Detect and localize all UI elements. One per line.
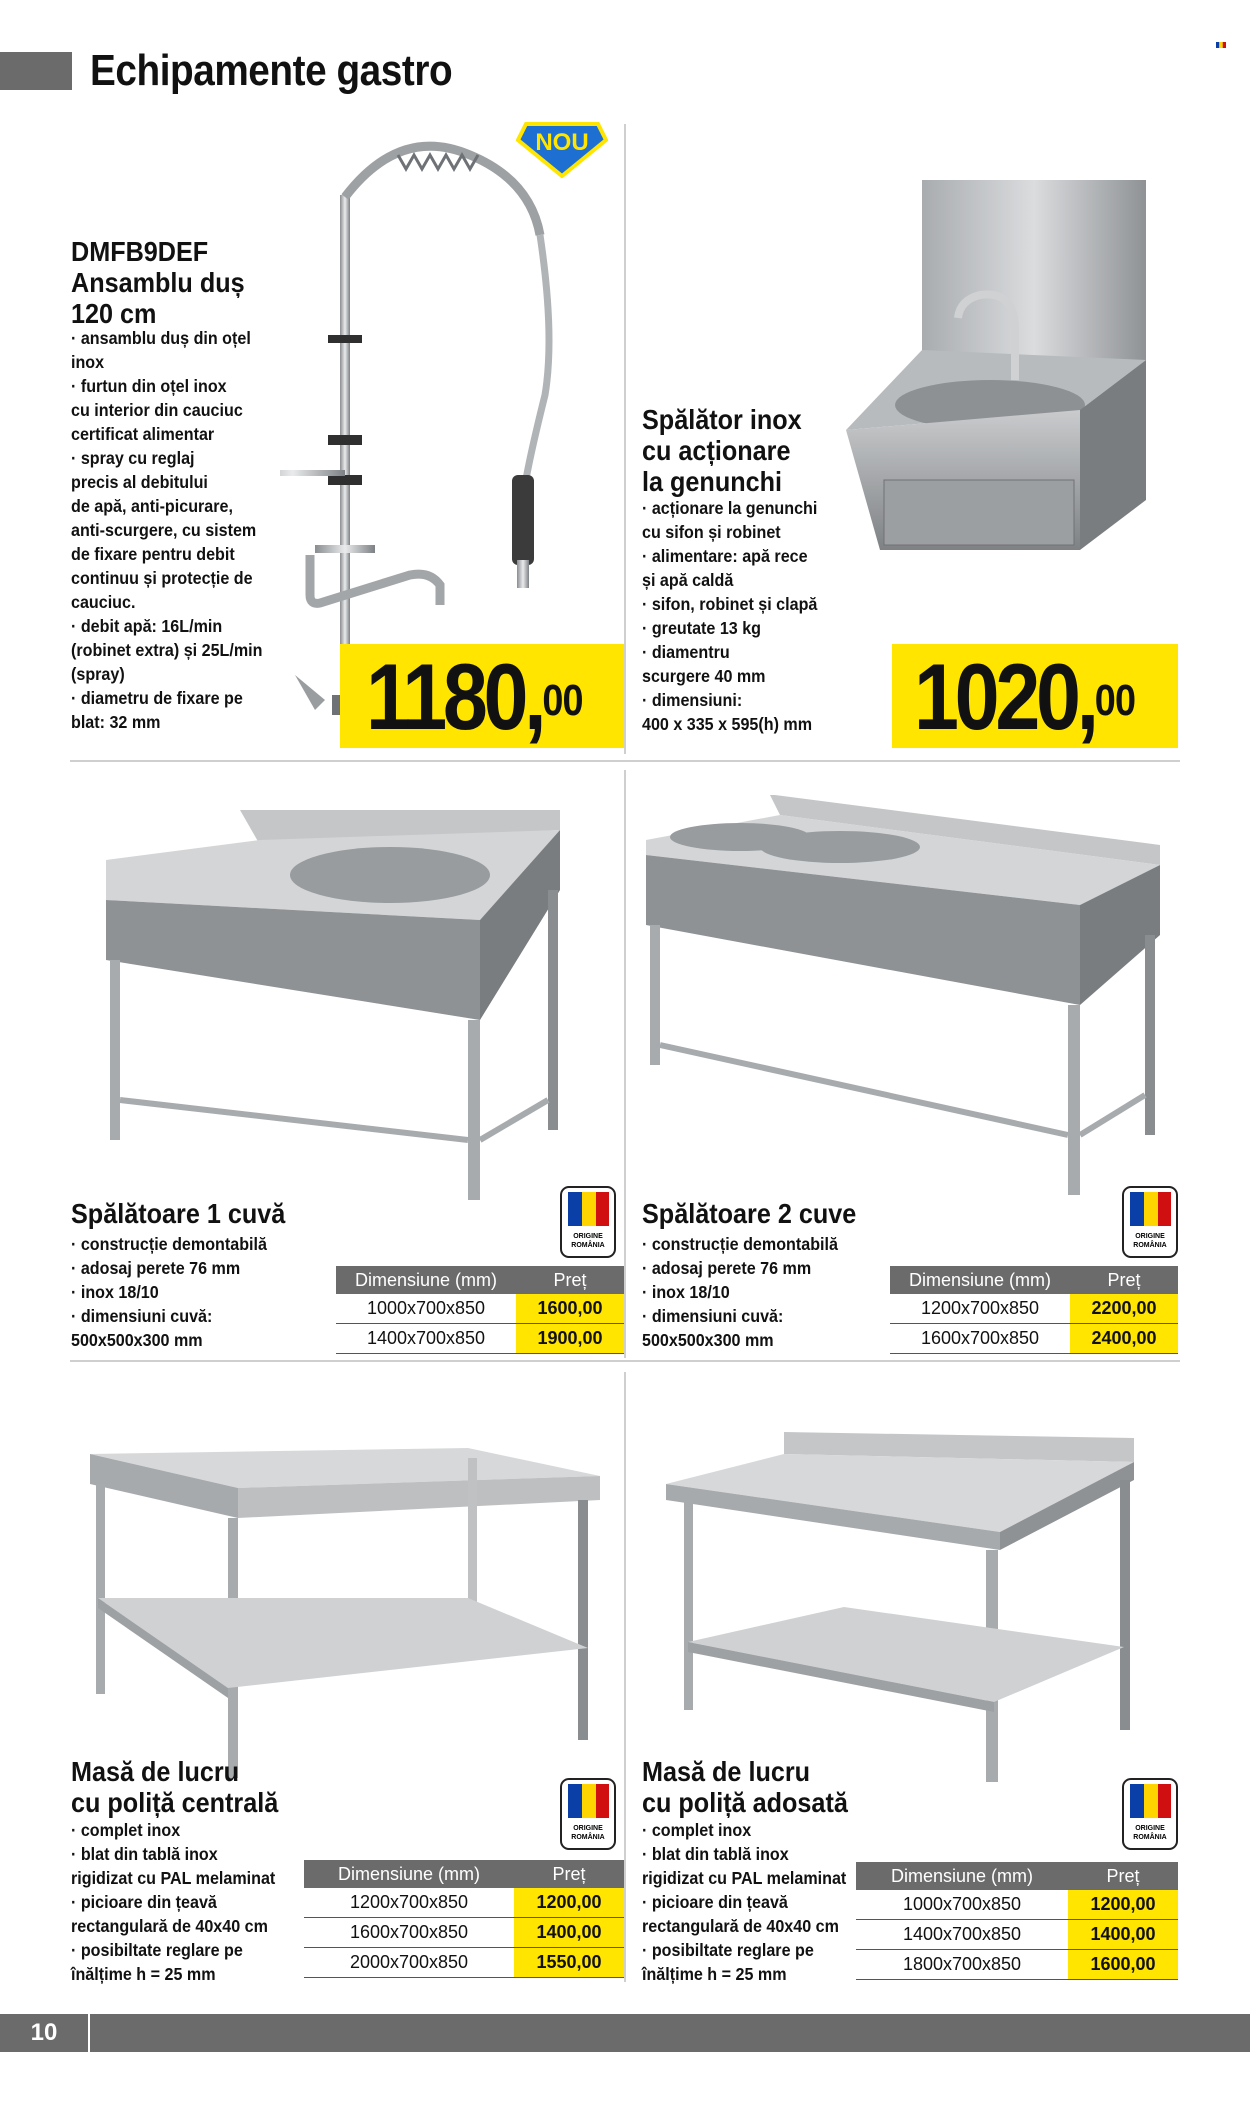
sink1-price-table [336, 1266, 624, 1354]
badge-line1: ORIGINE [573, 1825, 603, 1832]
price-cell: 1400,00 [1068, 1920, 1178, 1950]
feature-item: · diametru de fixare pe [71, 686, 262, 710]
price-cell: 1600,00 [1068, 1950, 1178, 1980]
feature-item: · adosaj perete 76 mm [642, 1256, 838, 1280]
product-table-central-title [71, 1756, 301, 1818]
dimension-cell: 1600x700x850 [890, 1324, 1070, 1354]
feature-item: · complet inox [642, 1818, 846, 1842]
origin-romania-badge [560, 1186, 616, 1258]
feature-item: (robinet extra) și 25L/min [71, 640, 263, 660]
feature-item: continuu și protecție de [71, 568, 253, 588]
title-line: Ansamblu duș [71, 267, 245, 298]
feature-item: înălțime h = 25 mm [642, 1964, 787, 1984]
price-cell: 1200,00 [1068, 1890, 1178, 1920]
table-row [336, 1324, 624, 1354]
sink2-price-table [890, 1266, 1178, 1354]
feature-item: scurgere 40 mm [642, 666, 766, 686]
badge-line1: ORIGINE [573, 1233, 603, 1240]
new-badge-label: NOU [535, 129, 589, 156]
feature-item: · construcție demontabilă [642, 1232, 838, 1256]
feature-item: · diamentru [642, 640, 817, 664]
dimension-cell: 1000x700x850 [856, 1890, 1068, 1920]
feature-item: · furtun din oțel inox [71, 374, 262, 398]
feature-item: · posibiltate reglare pe [642, 1938, 846, 1962]
divider-horizontal-1 [70, 760, 1180, 762]
work-table-wall-image [664, 1432, 1144, 1782]
sink-1-basin-image [100, 800, 570, 1200]
price-decimal: 00 [542, 676, 583, 725]
feature-item: · complet inox [71, 1818, 275, 1842]
badge-line2: ROMÂNIA [1133, 1242, 1167, 1249]
feature-item: (spray) [71, 664, 125, 684]
product-sink2-features [642, 1232, 838, 1352]
feature-item: rigidizat cu PAL melaminat [71, 1868, 276, 1888]
feature-item: rectangulară de 40x40 cm [71, 1916, 268, 1936]
feature-item: · dimensiuni cuvă: [71, 1304, 267, 1328]
header-bar [0, 52, 72, 90]
title-line: cu poliță centrală [71, 1787, 279, 1818]
badge-line2: ROMÂNIA [571, 1242, 605, 1249]
price-decimal: 00 [1094, 676, 1136, 725]
product-knee-sink-features [642, 496, 817, 736]
sink-2-basins-image [640, 795, 1160, 1195]
new-badge [516, 116, 608, 178]
feature-item: 400 x 335 x 595(h) mm [642, 714, 813, 734]
table-row [304, 1888, 624, 1918]
price-cell: 2400,00 [1070, 1324, 1178, 1354]
table-row [856, 1950, 1178, 1980]
feature-item: 500x500x300 mm [71, 1330, 203, 1350]
divider-vertical-middle [624, 770, 626, 1358]
table-row [304, 1918, 624, 1948]
column-header: Preț [514, 1860, 624, 1888]
price-box-knee-sink [892, 644, 1178, 748]
feature-item: · blat din tablă inox [71, 1842, 275, 1866]
badge-line2: ROMÂNIA [1133, 1834, 1167, 1841]
table-central-price-table [304, 1860, 624, 1978]
feature-item: și apă caldă [642, 570, 734, 590]
product-table-wall-title [642, 1756, 871, 1818]
feature-item: anti-scurgere, cu sistem [71, 520, 257, 540]
price-cell: 1200,00 [514, 1888, 624, 1918]
badge-line1: ORIGINE [1135, 1825, 1165, 1832]
dimension-cell: 1600x700x850 [304, 1918, 514, 1948]
feature-item: rigidizat cu PAL melaminat [642, 1868, 847, 1888]
product-sink1-features [71, 1232, 267, 1352]
dimension-cell: 1200x700x850 [304, 1888, 514, 1918]
dimension-cell: 1400x700x850 [336, 1324, 516, 1354]
feature-item: · acționare la genunchi [642, 496, 817, 520]
feature-item: certificat alimentar [71, 424, 215, 444]
badge-line2: ROMÂNIA [571, 1834, 605, 1841]
dimension-cell: 1800x700x850 [856, 1950, 1068, 1980]
badge-line1: ORIGINE [1135, 1233, 1165, 1240]
feature-item: inox [71, 352, 105, 372]
price-cell: 1600,00 [516, 1294, 624, 1324]
feature-item: · greutate 13 kg [642, 616, 817, 640]
feature-item: · adosaj perete 76 mm [71, 1256, 267, 1280]
price-cell: 1400,00 [514, 1918, 624, 1948]
dimension-cell: 1200x700x850 [890, 1294, 1070, 1324]
title-line: cu poliță adosată [642, 1787, 848, 1818]
column-header: Preț [516, 1266, 624, 1294]
column-header: Dimensiune (mm) [336, 1266, 516, 1294]
feature-item: rectangulară de 40x40 cm [642, 1916, 839, 1936]
feature-item: cu sifon și robinet [642, 522, 781, 542]
feature-item: precis al debitului [71, 472, 208, 492]
feature-item: · inox 18/10 [71, 1280, 267, 1304]
price-integer: 1180, [366, 644, 543, 749]
product-sink1-title [71, 1198, 309, 1229]
feature-item: · dimensiuni: [642, 688, 817, 712]
feature-item: · spray cu reglaj [71, 446, 262, 470]
feature-item: blat: 32 mm [71, 712, 161, 732]
title-line: Spălătoare 2 cuve [642, 1198, 857, 1229]
column-header: Dimensiune (mm) [304, 1860, 514, 1888]
feature-item: 500x500x300 mm [642, 1330, 774, 1350]
feature-item: · alimentare: apă rece [642, 544, 817, 568]
price-integer: 1020, [914, 644, 1095, 749]
product-table-wall-features [642, 1818, 846, 1986]
divider-vertical-top [624, 124, 626, 754]
price-shower [366, 644, 583, 749]
feature-item: · inox 18/10 [642, 1280, 838, 1304]
table-row [304, 1948, 624, 1978]
feature-item: cu interior din cauciuc [71, 400, 243, 420]
title-line: 120 cm [71, 298, 157, 329]
product-knee-sink-title [642, 404, 819, 497]
knee-sink-image [840, 180, 1160, 550]
price-box-shower [340, 644, 624, 748]
title-line: Spălătoare 1 cuvă [71, 1198, 286, 1229]
price-cell: 1900,00 [516, 1324, 624, 1354]
dimension-cell: 2000x700x850 [304, 1948, 514, 1978]
origin-romania-badge [1122, 1186, 1178, 1258]
price-knee-sink [914, 644, 1136, 749]
origin-romania-badge [560, 1778, 616, 1850]
title-line: Masă de lucru [71, 1756, 240, 1787]
dimension-cell: 1400x700x850 [856, 1920, 1068, 1950]
work-table-central-image [88, 1448, 608, 1778]
feature-item: · ansamblu duș din oțel [71, 326, 262, 350]
title-line: Spălător inox [642, 404, 802, 435]
column-header: Dimensiune (mm) [890, 1266, 1070, 1294]
feature-item: · debit apă: 16L/min [71, 614, 262, 638]
feature-item: · blat din tablă inox [642, 1842, 846, 1866]
column-header: Dimensiune (mm) [856, 1862, 1068, 1890]
product-sink2-title [642, 1198, 880, 1229]
table-wall-price-table [856, 1862, 1178, 1980]
column-header: Preț [1070, 1266, 1178, 1294]
title-line: la genunchi [642, 466, 783, 497]
feature-item: · posibiltate reglare pe [71, 1938, 275, 1962]
product-shower-features [71, 326, 262, 734]
product-table-central-features [71, 1818, 275, 1986]
feature-item: · picioare din țeavă [642, 1890, 846, 1914]
title-line: Masă de lucru [642, 1756, 811, 1787]
title-line: cu acționare [642, 435, 791, 466]
feature-item: de apă, anti-picurare, [71, 496, 233, 516]
page-number: 10 [0, 2014, 88, 2052]
feature-item: · picioare din țeavă [71, 1890, 275, 1914]
feature-item: · construcție demontabilă [71, 1232, 267, 1256]
title-line: DMFB9DEF [71, 236, 209, 267]
table-row [856, 1920, 1178, 1950]
feature-item: · sifon, robinet și clapă [642, 592, 817, 616]
divider-vertical-bottom [624, 1372, 626, 1982]
feature-item: de fixare pentru debit [71, 544, 235, 564]
table-row [890, 1294, 1178, 1324]
product-shower-title [71, 236, 264, 329]
mini-flag-icon [1216, 42, 1226, 48]
table-row [890, 1324, 1178, 1354]
dimension-cell: 1000x700x850 [336, 1294, 516, 1324]
price-cell: 1550,00 [514, 1948, 624, 1978]
table-row [856, 1890, 1178, 1920]
footer-bar [90, 2014, 1250, 2052]
column-header: Preț [1068, 1862, 1178, 1890]
origin-romania-badge [1122, 1778, 1178, 1850]
feature-item: · dimensiuni cuvă: [642, 1304, 838, 1328]
divider-horizontal-2 [70, 1360, 1180, 1362]
page-title: Echipamente gastro [90, 46, 453, 95]
price-cell: 2200,00 [1070, 1294, 1178, 1324]
table-row [336, 1294, 624, 1324]
feature-item: cauciuc. [71, 592, 136, 612]
feature-item: înălțime h = 25 mm [71, 1964, 216, 1984]
